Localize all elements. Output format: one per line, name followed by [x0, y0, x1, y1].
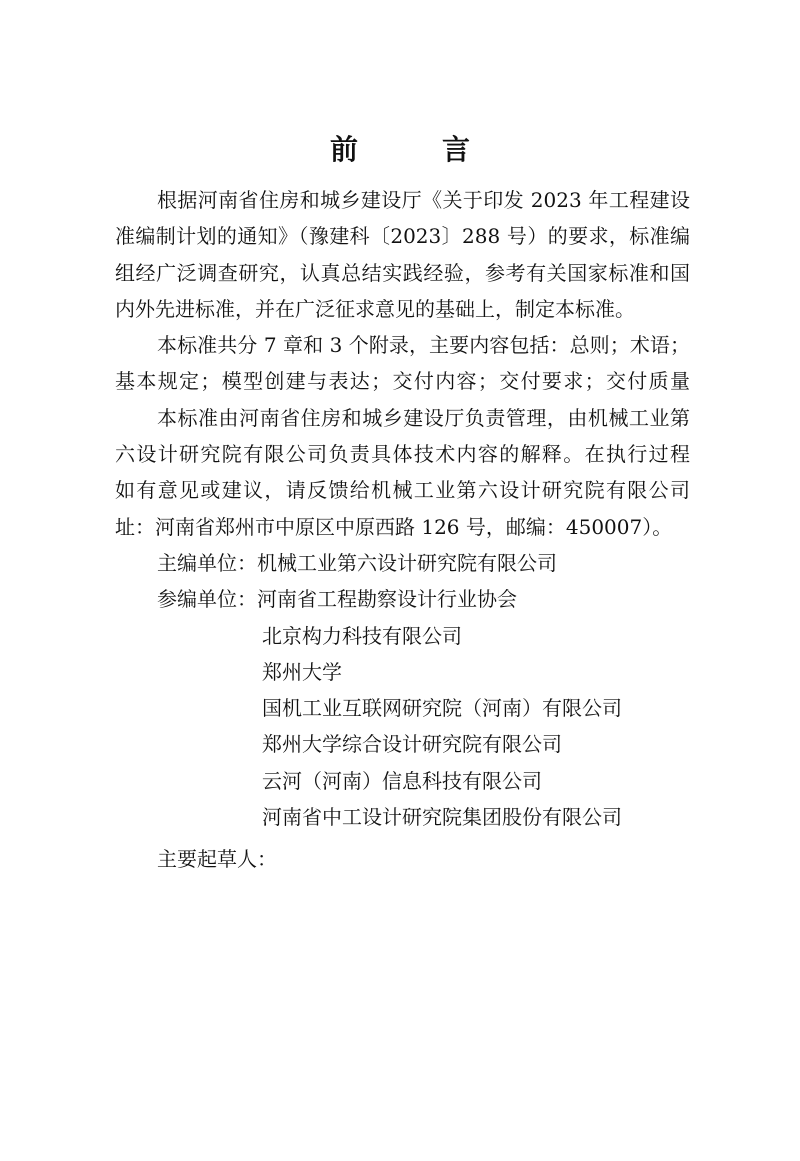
chief-unit-label: 主编单位： — [157, 550, 257, 575]
participating-units — [115, 581, 690, 617]
chief-unit-name: 机械工业第六设计研究院有限公司 — [257, 550, 557, 575]
text-line: 内外先进标准，并在广泛征求意见的基础上，制定本标准。 — [115, 296, 635, 321]
drafters-label: 主要起草人： — [157, 847, 277, 872]
paragraph-1 — [115, 182, 690, 327]
text-line: 本标准由河南省住房和城乡建设厅负责管理，由机械工业第 — [157, 405, 690, 430]
text-line: 六设计研究院有限公司负责具体技术内容的解释。在执行过程 — [115, 442, 690, 467]
text-line: 根据河南省住房和城乡建设厅《关于印发 2023 年工程建设 — [157, 188, 690, 212]
paragraph-2 — [115, 327, 690, 400]
text-line: 基本规定；模型创建与表达；交付内容；交付要求；交付质量 — [115, 369, 690, 394]
text-line: 址：河南省郑州市中原区中原西路 126 号，邮编：450007）。 — [115, 514, 673, 539]
text-line: 本标准共分 7 章和 3 个附录，主要内容包括：总则；术语； — [157, 333, 690, 358]
page-title: 前 言 — [329, 133, 498, 166]
participating-unit: 河南省中工设计研究院集团股份有限公司 — [262, 805, 622, 830]
participating-unit: 郑州大学综合设计研究院有限公司 — [262, 732, 562, 757]
participating-unit: 国机工业互联网研究院（河南）有限公司 — [262, 696, 622, 721]
participating-unit: 北京构力科技有限公司 — [262, 623, 462, 648]
preface-body — [115, 182, 690, 878]
participating-units-label: 参编单位： — [157, 587, 257, 612]
chief-unit — [115, 545, 690, 581]
participating-unit: 河南省工程勘察设计行业协会 — [257, 587, 517, 612]
participating-unit: 郑州大学 — [262, 659, 342, 684]
participating-unit: 云河（河南）信息科技有限公司 — [262, 768, 542, 793]
text-line: 准编制计划的通知》（豫建科〔2023〕288 号）的要求，标准编 — [115, 224, 690, 249]
text-line: 如有意见或建议，请反馈给机械工业第六设计研究院有限公司 — [115, 478, 690, 503]
paragraph-3 — [115, 400, 690, 545]
text-line: 组经广泛调查研究，认真总结实践经验，参考有关国家标准和国 — [115, 260, 690, 285]
